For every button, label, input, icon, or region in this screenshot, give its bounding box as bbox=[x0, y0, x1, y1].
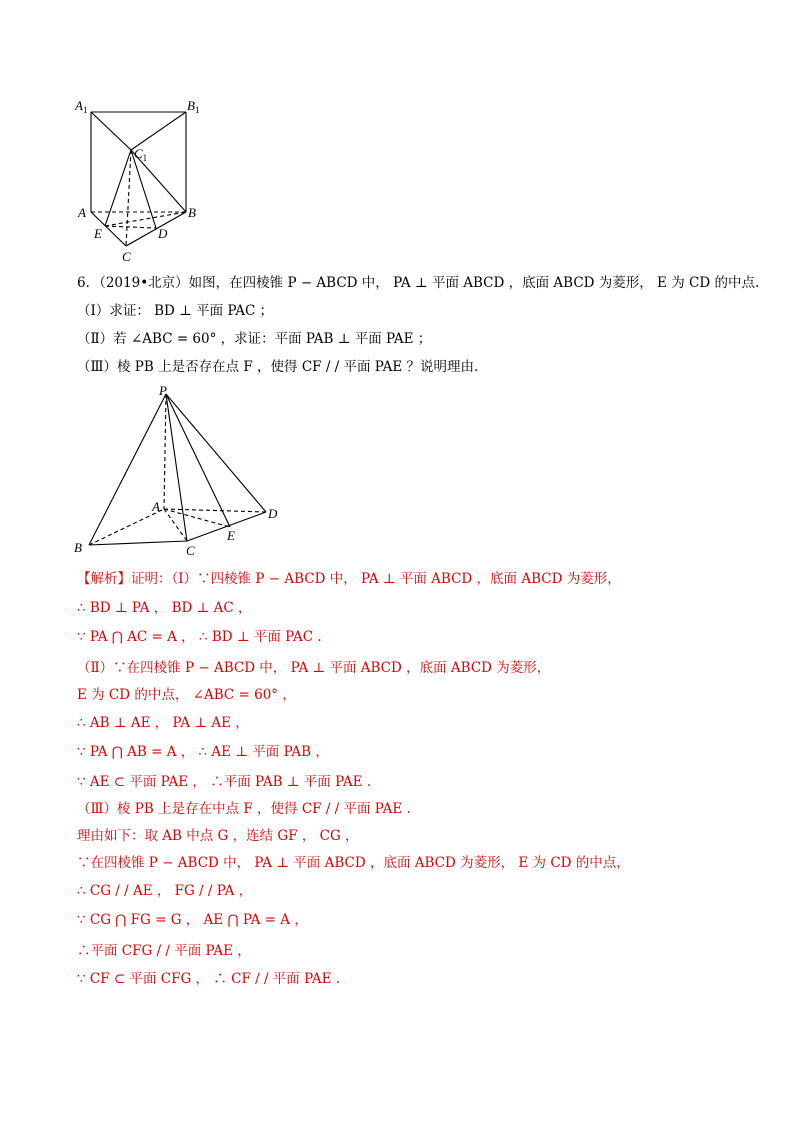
label-p: P bbox=[159, 384, 167, 398]
label-b: B bbox=[188, 205, 196, 220]
label-a: A bbox=[152, 499, 160, 514]
solution-tag: 【解析】 bbox=[77, 571, 131, 587]
solution-line-6: ∴ AB ⊥ AE ， PA ⊥ AE ， bbox=[77, 715, 249, 731]
solution-line-14: ∴平面 CFG / / 平面 PAE ， bbox=[77, 943, 251, 959]
solution-line-9: （Ⅲ）棱 PB 上是存在中点 F ，使得 CF / / 平面 PAE . bbox=[77, 801, 411, 817]
problem-part-2: （Ⅱ）若 ∠ABC = 60° ，求证：平面 PAB ⊥ 平面 PAE ； bbox=[77, 331, 432, 347]
label-b: B bbox=[74, 540, 82, 555]
label-a1: $A_1$ bbox=[75, 98, 88, 115]
label-c: C bbox=[122, 249, 131, 264]
label-e: E bbox=[94, 226, 102, 241]
label-e: E bbox=[227, 528, 235, 543]
solution-line-10: 理由如下：取 AB 中点 G ，连结 GF ， CG ， bbox=[77, 828, 359, 844]
solution-line-5: E 为 CD 的中点， ∠ABC = 60° ， bbox=[77, 687, 296, 703]
solution-line-3: ∵ PA ⋂ AC = A ， ∴ BD ⊥ 平面 PAC . bbox=[77, 629, 322, 645]
pyramid-figure bbox=[70, 384, 290, 560]
solution-line-13: ∵ CG ⋂ FG = G ， AE ⋂ PA = A ， bbox=[77, 912, 308, 928]
problem-part-3: （Ⅲ）棱 PB 上是否存在点 F ，使得 CF / / 平面 PAE ？说明理由. bbox=[77, 359, 479, 375]
problem-stem: 6．（2019•北京）如图，在四棱锥 P − ABCD 中， PA ⊥ 平面 ABCD ，底面 ABCD 为菱形， E 为 CD 的中点. bbox=[77, 275, 760, 291]
problem-part-1: （Ⅰ）求证： BD ⊥ 平面 PAC ； bbox=[77, 303, 274, 319]
label-a: A bbox=[78, 205, 86, 220]
label-c: C bbox=[186, 543, 195, 558]
label-c1: $C_1$ bbox=[134, 146, 148, 163]
label-d: D bbox=[158, 226, 168, 241]
prism-figure bbox=[72, 96, 212, 266]
solution-line-2: ∴ BD ⊥ PA ， BD ⊥ AC ， bbox=[77, 600, 252, 616]
solution-line-1: 【解析】证明：（Ⅰ）∵四棱锥 P − ABCD 中， PA ⊥ 平面 ABCD ，底面 ABCD 为菱形， bbox=[77, 571, 621, 587]
label-d: D bbox=[268, 506, 278, 521]
solution-line-12: ∴ CG / / AE ， FG / / PA ， bbox=[77, 883, 253, 899]
solution-line-8: ∵ AE ⊂ 平面 PAE ， ∴平面 PAB ⊥ 平面 PAE . bbox=[77, 774, 372, 790]
solution-line-4: （Ⅱ）∵在四棱锥 P − ABCD 中， PA ⊥ 平面 ABCD ，底面 ABCD 为菱形， bbox=[77, 660, 551, 676]
solution-line-15: ∵ CF ⊂ 平面 CFG ， ∴ CF / / 平面 PAE . bbox=[77, 971, 341, 987]
solution-line-11: ∵在四棱锥 P − ABCD 中， PA ⊥ 平面 ABCD ，底面 ABCD 为菱形， E 为 CD 的中点， bbox=[77, 855, 630, 871]
label-b1: $B_1$ bbox=[187, 98, 200, 115]
solution-line-7: ∵ PA ⋂ AB = A ， ∴ AE ⊥ 平面 PAB ， bbox=[77, 744, 329, 760]
